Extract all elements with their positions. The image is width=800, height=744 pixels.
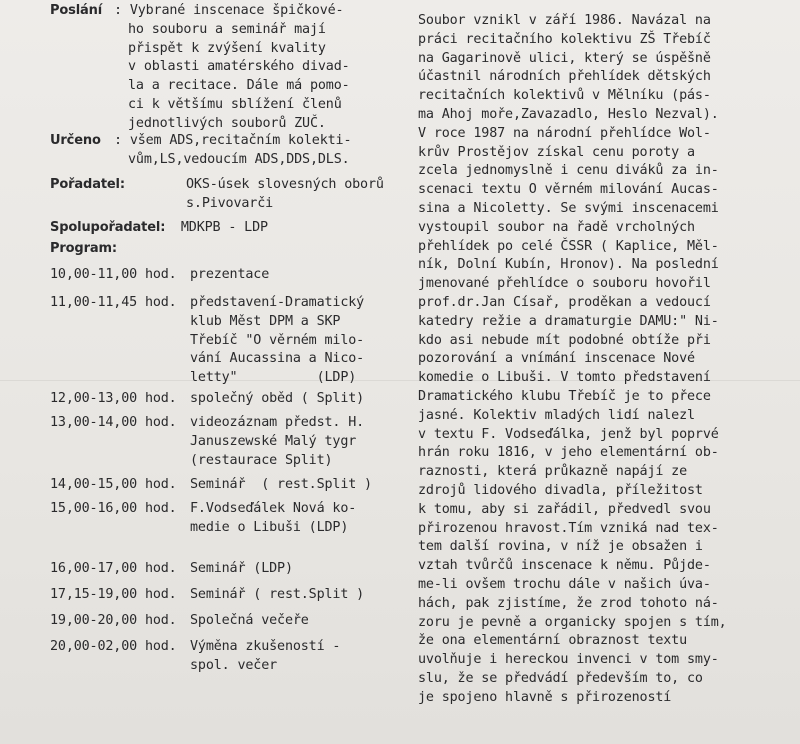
body-text-line: Dramatického klubu Třebíč je to přece — [418, 388, 711, 404]
body-text-line: hách, pak zjistíme, že zrod tohoto ná- — [418, 595, 719, 611]
poradatel-text — [186, 176, 406, 214]
spoluporadatel-label: Spolupořadatel: — [50, 220, 166, 235]
program-line: vání Aucassina a Nico- — [190, 351, 365, 367]
poslani-line: la a recitace. Dále má pomo- — [128, 78, 350, 94]
poslani-line: v oblasti amatérského divad- — [128, 59, 350, 75]
urceno-text — [114, 132, 424, 170]
program-line: spol. večer — [190, 657, 278, 673]
body-text-line: zdrojů lidového divadla, příležitost — [418, 482, 703, 498]
urceno-line: : všem ADS,recitačním kolekti- — [114, 133, 352, 148]
body-text-line: sina a Nicoletty. Se svými inscenacemi — [418, 200, 719, 216]
program-time: 16,00-17,00 hod. — [50, 561, 177, 576]
body-text-line: vystoupil soubor na řadě vrcholných — [418, 219, 695, 235]
program-line: Seminář ( rest.Split ) — [190, 587, 365, 602]
body-text-line: jasné. Kolektiv mladých lidí nalezl — [418, 407, 695, 423]
program-line: Třebíč "O věrném milo- — [190, 332, 365, 348]
poradatel-line: OKS-úsek slovesných oborů — [186, 177, 384, 192]
program-line: Společná večeře — [190, 613, 309, 628]
poradatel-line: s.Pivovarči — [186, 195, 274, 211]
body-text-line: jmenované přehlídce o souboru hovořil — [418, 276, 711, 292]
urceno-line: vům,LS,vedoucím ADS,DDS,DLS. — [128, 151, 350, 167]
program-line: společný oběd ( Split) — [190, 391, 365, 406]
program-time: 13,00-14,00 hod. — [50, 415, 177, 430]
poslani-line: přispět k zvýšení kvality — [128, 40, 326, 56]
body-text-line: me-li ovšem trochu dále v našich úva- — [418, 576, 711, 592]
spoluporadatel-value: MDKPB - LDP — [180, 220, 268, 235]
right-column — [418, 12, 790, 707]
body-text-line: tem další rovina, v níž je obsažen i — [418, 539, 703, 555]
body-text-line: práci recitačního kolektivu ZŠ Třebíč — [418, 31, 711, 47]
body-text-line: scenaci textu O věrném milování Aucas- — [418, 182, 719, 198]
body-text-line: k tomu, aby si zařádil, předvedl svou — [418, 501, 711, 517]
program-desc — [190, 294, 410, 388]
program-line: Seminář (LDP) — [190, 561, 293, 576]
body-text-line: raznosti, která průkazně napájí ze — [418, 464, 688, 480]
body-text-line: slu, že se předvádí především to, co — [418, 670, 703, 686]
program-desc — [190, 414, 410, 470]
body-text-line: že ona elementární obraznost textu — [418, 633, 688, 649]
poslani-line: ci k většímu sblížení členů — [128, 96, 342, 112]
program-desc — [190, 586, 410, 605]
poslani-line: ho souboru a seminář mají — [128, 21, 326, 37]
body-text-line: Soubor vznikl v září 1986. Navázal na — [418, 13, 711, 28]
body-text-line: ník, Dolní Kubín, Hronov). Na poslední — [418, 257, 719, 273]
body-text-line: katedry režie a dramaturgie DAMU:" Ni- — [418, 313, 719, 329]
poslani-line: : Vybrané inscenace špičkové- — [114, 3, 344, 18]
poslani-label: Poslání — [50, 3, 103, 18]
program-desc — [190, 560, 410, 579]
program-line: (restaurace Split) — [190, 452, 333, 468]
body-text-line: je spojeno hlavně s přirozeností — [418, 689, 672, 705]
program-line: F.Vodseďálek Nová ko- — [190, 501, 357, 516]
program-time: 14,00-15,00 hod. — [50, 477, 177, 492]
program-time: 19,00-20,00 hod. — [50, 613, 177, 628]
program-line: Výměna zkušeností - — [190, 639, 341, 654]
body-text-line: hrán roku 1816, v jeho elementární ob- — [418, 445, 719, 461]
program-line: letty" (LDP) — [190, 370, 357, 386]
program-line: videozáznam předst. H. — [190, 415, 365, 430]
poradatel-label: Pořadatel: — [50, 177, 125, 192]
body-text-line: přehlídek po celé ČSSR ( Kaplice, Měl- — [418, 238, 719, 254]
program-desc — [190, 476, 410, 495]
body-text-line: prof.dr.Jan Císař, proděkan a vedoucí — [418, 294, 711, 310]
poslani-text — [114, 2, 414, 134]
urceno-label: Určeno — [50, 133, 101, 148]
program-label: Program: — [50, 241, 117, 256]
program-desc — [190, 638, 410, 676]
program-desc — [190, 612, 410, 631]
body-text-line: uvolňuje i hereckou invenci v tom smy- — [418, 652, 719, 668]
body-text-line: krův Prostějov získal cenu poroty a — [418, 144, 695, 160]
body-text-line: na Gagarinově ulici, který se úspěšně — [418, 50, 711, 66]
body-text-line: vztah tvůrčů inscenace k němu. Půjde- — [418, 558, 711, 574]
spoluporadatel-section — [50, 216, 268, 238]
body-text-line: pozorování a vnímání inscenace Nové — [418, 351, 695, 367]
program-line: Seminář ( rest.Split ) — [190, 477, 372, 492]
program-time: 11,00-11,45 hod. — [50, 295, 177, 310]
body-text-line: zoru je pevně a organicky spojen s tím, — [418, 614, 727, 630]
body-text-line: V roce 1987 na národní přehlídce Wol- — [418, 125, 711, 141]
program-desc — [190, 266, 410, 285]
program-desc — [190, 500, 410, 538]
body-text-line: v textu F. Vodseďálka, jenž byl poprvé — [418, 426, 719, 442]
body-text-line: recitačních kolektivů v Mělníku (pás- — [418, 88, 711, 104]
body-text-line: komedie o Libuši. V tomto představení — [418, 370, 711, 386]
program-line: představení-Dramatický — [190, 295, 365, 310]
program-line: Januszewské Malý tygr — [190, 433, 357, 449]
poslani-line: jednotlivých souborů ZUČ. — [128, 115, 326, 131]
program-line: klub Měst DPM a SKP — [190, 313, 341, 329]
program-time: 12,00-13,00 hod. — [50, 391, 177, 406]
program-desc — [190, 390, 410, 409]
program-time: 20,00-02,00 hod. — [50, 639, 177, 654]
body-text-line: přirozenou hravost.Tím vzniká nad tex- — [418, 520, 719, 536]
body-text-line: ma Ahoj moře,Zavazadlo, Heslo Nezval). — [418, 106, 719, 122]
program-time: 15,00-16,00 hod. — [50, 501, 177, 516]
body-text-line: účastnil národních přehlídek dětských — [418, 69, 711, 85]
body-text-line: zcela jednomyslně i cenu diváků za in- — [418, 163, 719, 179]
program-line: prezentace — [190, 267, 270, 282]
program-time: 10,00-11,00 hod. — [50, 267, 177, 282]
program-time: 17,15-19,00 hod. — [50, 587, 177, 602]
program-line: medie o Libuši (LDP) — [190, 519, 349, 535]
body-text-line: kdo asi nebude mít podobné obtíže při — [418, 332, 711, 348]
